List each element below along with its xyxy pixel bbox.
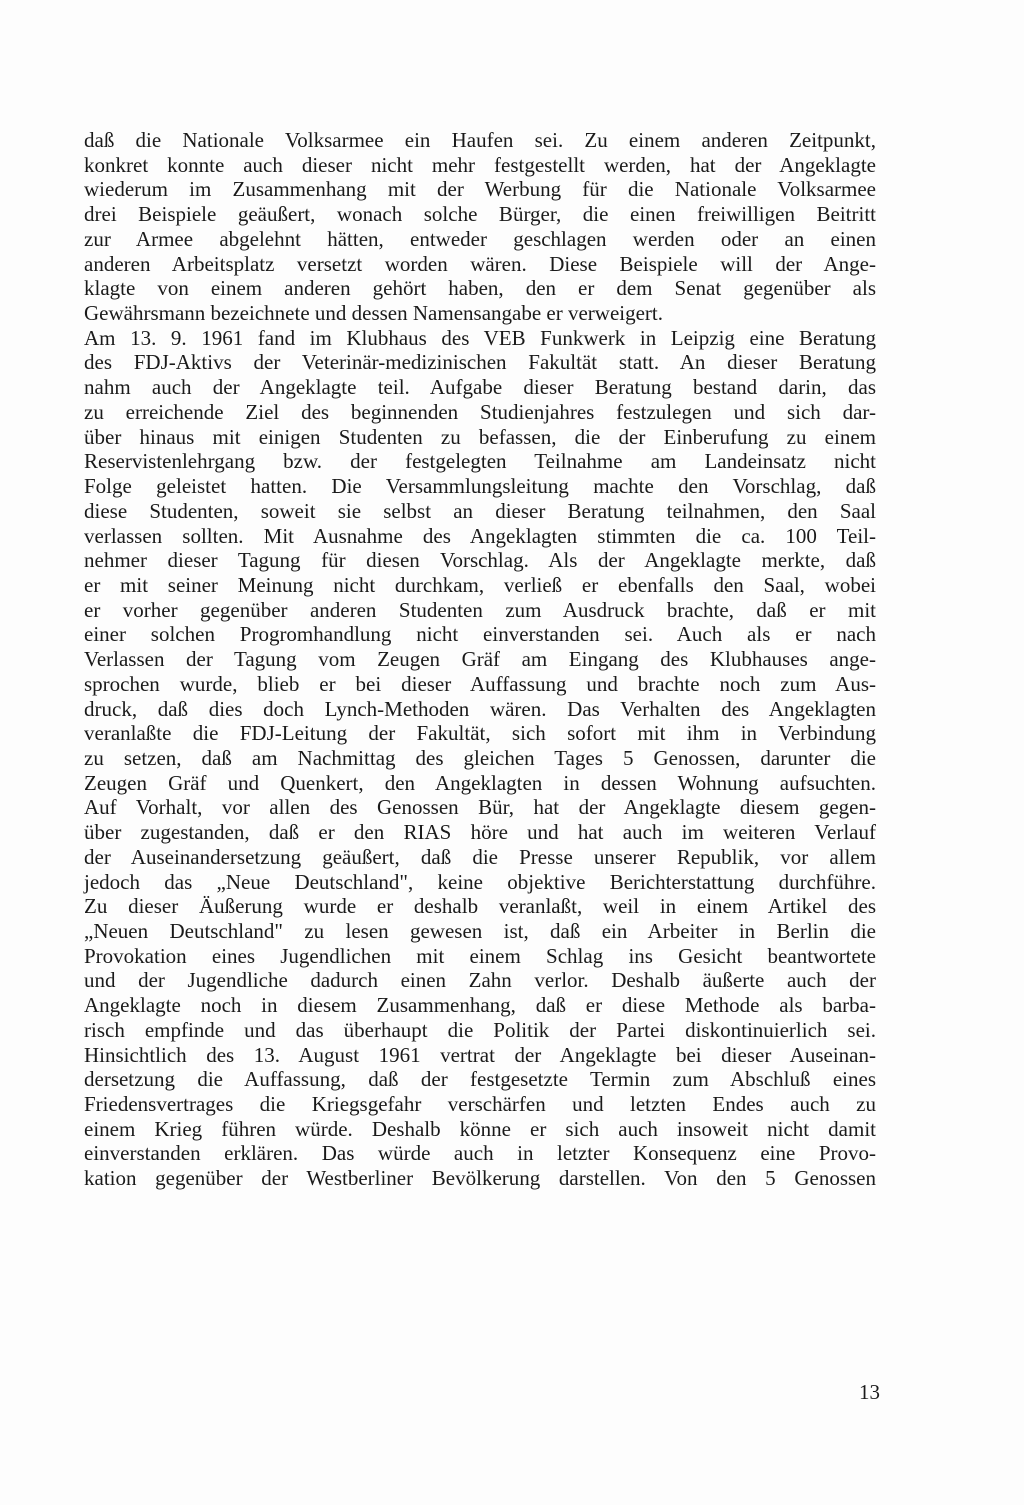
text-line: konkret konnte auch dieser nicht mehr festgestellt werden, hat der Angeklagte bbox=[84, 152, 876, 177]
text-line: verlassen sollten. Mit Ausnahme des Angeklagten stimmten die ca. 100 Teil- bbox=[84, 523, 876, 548]
text-line: Verlassen der Tagung vom Zeugen Gräf am Eingang des Klubhauses ange- bbox=[84, 647, 876, 672]
text-line: drei Beispiele geäußert, wonach solche Bürger, die einen freiwilligen Beitritt bbox=[84, 202, 876, 227]
text-line: Zeugen Gräf und Quenkert, den Angeklagten in dessen Wohnung aufsuchten. bbox=[84, 770, 876, 795]
text-line: des FDJ-Aktivs der Veterinär-medizinischen Fakultät statt. An dieser Beratung bbox=[84, 350, 876, 375]
text-line: Auf Vorhalt, vor allen des Genossen Bür, hat der Angeklagte diesem gegen- bbox=[84, 795, 876, 820]
text-line: über hinaus mit einigen Studenten zu befassen, die der Einberufung zu einem bbox=[84, 424, 876, 449]
text-line: druck, daß dies doch Lynch-Methoden wären. Das Verhalten des Angeklagten bbox=[84, 696, 876, 721]
page-number: 13 bbox=[859, 1380, 880, 1404]
text-line: wiederum im Zusammenhang mit der Werbung für die Nationale Volksarmee bbox=[84, 177, 876, 202]
text-line: nehmer dieser Tagung für diesen Vorschlag. Als der Angeklagte merkte, daß bbox=[84, 548, 876, 573]
text-line: Hinsichtlich des 13. August 1961 vertrat der Angeklagte bei dieser Auseinan- bbox=[84, 1042, 876, 1067]
text-line: Reservistenlehrgang bzw. der festgelegten Teilnahme am Landeinsatz nicht bbox=[84, 449, 876, 474]
text-line: jedoch das „Neue Deutschland", keine objektive Berichterstattung durchführe. bbox=[84, 869, 876, 894]
text-line: Am 13. 9. 1961 fand im Klubhaus des VEB Funkwerk in Leipzig eine Beratung bbox=[84, 325, 876, 350]
text-line: der Auseinandersetzung geäußert, daß die Presse unserer Republik, vor allem bbox=[84, 844, 876, 869]
text-line: einverstanden erklären. Das würde auch in letzter Konsequenz eine Provo- bbox=[84, 1141, 876, 1166]
text-line: sprochen wurde, blieb er bei dieser Auffassung und brachte noch zum Aus- bbox=[84, 671, 876, 696]
text-line: zu setzen, daß am Nachmittag des gleichen Tages 5 Genossen, darunter die bbox=[84, 745, 876, 770]
body-text bbox=[84, 128, 876, 1191]
text-line: zu erreichende Ziel des beginnenden Studienjahres festzulegen und sich dar- bbox=[84, 399, 876, 424]
text-line: nahm auch der Angeklagte teil. Aufgabe dieser Beratung bestand darin, das bbox=[84, 375, 876, 400]
text-line: einem Krieg führen würde. Deshalb könne er sich auch insoweit nicht damit bbox=[84, 1116, 876, 1141]
text-line: risch empfinde und das überhaupt die Politik der Partei diskontinuierlich sei. bbox=[84, 1017, 876, 1042]
text-line: diese Studenten, soweit sie selbst an dieser Beratung teilnahmen, den Saal bbox=[84, 498, 876, 523]
text-line: kation gegenüber der Westberliner Bevölkerung darstellen. Von den 5 Genossen bbox=[84, 1166, 876, 1191]
text-line: einer solchen Progromhandlung nicht einverstanden sei. Auch als er nach bbox=[84, 622, 876, 647]
text-line: klagte von einem anderen gehört haben, den er dem Senat gegenüber als bbox=[84, 276, 876, 301]
text-line: Friedensvertrages die Kriegsgefahr verschärfen und letzten Endes auch zu bbox=[84, 1092, 876, 1117]
text-line: zur Armee abgelehnt hätten, entweder geschlagen werden oder an einen bbox=[84, 226, 876, 251]
text-line: Provokation eines Jugendlichen mit einem Schlag ins Gesicht beantwortete bbox=[84, 943, 876, 968]
text-line: dersetzung die Auffassung, daß der festgesetzte Termin zum Abschluß eines bbox=[84, 1067, 876, 1092]
text-line: Folge geleistet hatten. Die Versammlungsleitung machte den Vorschlag, daß bbox=[84, 474, 876, 499]
text-line: daß die Nationale Volksarmee ein Haufen sei. Zu einem anderen Zeitpunkt, bbox=[84, 128, 876, 152]
text-line: veranlaßte die FDJ-Leitung der Fakultät, sich sofort mit ihm in Verbindung bbox=[84, 721, 876, 746]
text-line: anderen Arbeitsplatz versetzt worden wären. Diese Beispiele will der Ange- bbox=[84, 251, 876, 276]
text-line: Gewährsmann bezeichnete und dessen Namensangabe er verweigert. bbox=[84, 301, 663, 326]
text-line: über zugestanden, daß er den RIAS höre und hat auch im weiteren Verlauf bbox=[84, 820, 876, 845]
text-line: Angeklagte noch in diesem Zusammenhang, daß er diese Methode als barba- bbox=[84, 993, 876, 1018]
text-line: und der Jugendliche dadurch einen Zahn verlor. Deshalb äußerte auch der bbox=[84, 968, 876, 993]
text-line: „Neuen Deutschland" zu lesen gewesen ist, daß ein Arbeiter in Berlin die bbox=[84, 919, 876, 943]
text-line: er mit seiner Meinung nicht durchkam, verließ er ebenfalls den Saal, wobei bbox=[84, 572, 876, 597]
text-line: Zu dieser Äußerung wurde er deshalb veranlaßt, weil in einem Artikel des bbox=[84, 894, 876, 919]
text-line: er vorher gegenüber anderen Studenten zum Ausdruck brachte, daß er mit bbox=[84, 597, 876, 622]
